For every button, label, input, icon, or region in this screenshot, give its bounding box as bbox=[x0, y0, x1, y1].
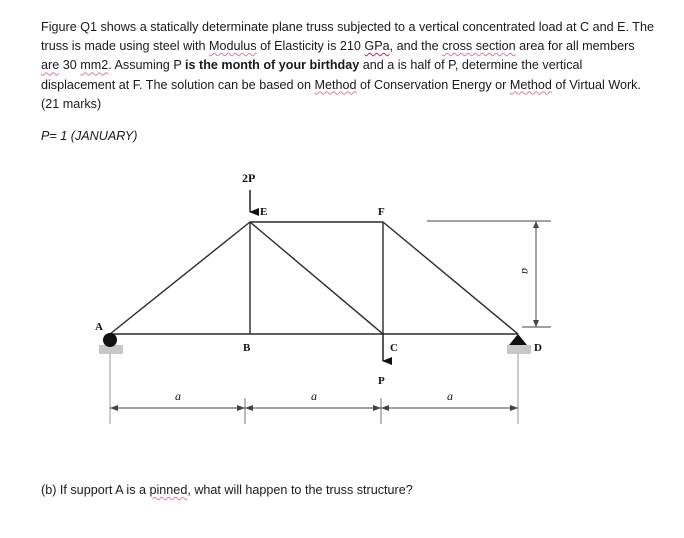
member-fd bbox=[383, 222, 518, 334]
node-a-label: A bbox=[95, 321, 103, 333]
method-word-1: Method bbox=[314, 77, 357, 92]
span2-arrow-left bbox=[245, 405, 253, 411]
span-dimensions bbox=[110, 389, 518, 424]
span-label-3: a bbox=[447, 389, 453, 403]
load-p-label: P bbox=[378, 375, 385, 387]
span-label-2: a bbox=[311, 389, 317, 403]
question-text-8: of Conservation Energy or bbox=[356, 77, 510, 92]
load-2p-label: 2P bbox=[242, 171, 256, 185]
p-value-note: P= 1 (JANUARY) bbox=[41, 129, 138, 143]
question-text-7: and a is half of P, determine the vertical displacement at F. The solution can be based on bbox=[41, 58, 583, 92]
span2-arrow-right bbox=[373, 405, 381, 411]
node-d-label: D bbox=[534, 342, 542, 354]
member-ec bbox=[250, 222, 383, 334]
load-2p bbox=[242, 171, 255, 212]
are-word: are bbox=[41, 58, 60, 73]
span3-arrow-left bbox=[381, 405, 389, 411]
truss-members bbox=[110, 222, 518, 334]
support-a bbox=[99, 333, 123, 424]
member-ae bbox=[110, 222, 250, 334]
question-text-2: of Elasticity is 210 bbox=[256, 39, 365, 54]
question-text-6: . Assuming P bbox=[108, 58, 185, 73]
bold-phrase: is the month of your birthday bbox=[185, 58, 360, 73]
method-word-2: Method bbox=[509, 77, 552, 92]
node-e-label: E bbox=[260, 206, 268, 218]
support-a-roller bbox=[103, 333, 117, 347]
gpa-word: GPa bbox=[364, 39, 390, 54]
height-arrow-top bbox=[533, 221, 539, 228]
span3-arrow-right bbox=[510, 405, 518, 411]
node-f-label: F bbox=[378, 206, 385, 218]
question-intro: Figure Q1 shows a statically determinate plane truss subjected to a vertical concentrated load at C and E. The truss is made using steel with bbox=[41, 20, 654, 54]
part-b-question bbox=[41, 483, 413, 497]
question-text-4: area for all members bbox=[515, 39, 635, 54]
question-text-3: , and the bbox=[389, 39, 443, 54]
pinned-word: pinned bbox=[149, 483, 188, 497]
question-text-9: of Virtual Work. (21 marks) bbox=[41, 77, 641, 111]
span1-arrow-left bbox=[110, 405, 118, 411]
support-d-ground bbox=[507, 345, 531, 354]
height-arrow-bottom bbox=[533, 320, 539, 327]
part-b-text-1: (b) If support A is a bbox=[41, 483, 150, 497]
modulus-word: Modulus bbox=[209, 39, 257, 54]
load-p bbox=[378, 334, 385, 387]
height-label: a bbox=[519, 268, 533, 274]
support-d-triangle bbox=[509, 334, 527, 345]
question-text-5: 30 bbox=[59, 58, 81, 73]
span1-arrow-right bbox=[237, 405, 245, 411]
span-label-1: a bbox=[175, 389, 181, 403]
node-b-label: B bbox=[243, 342, 251, 354]
cross-section-word: cross section bbox=[442, 39, 516, 54]
part-b-text-2: , what will happen to the truss structure? bbox=[187, 483, 413, 497]
node-c-label: C bbox=[390, 342, 398, 354]
mm2-word: mm2 bbox=[80, 58, 109, 73]
